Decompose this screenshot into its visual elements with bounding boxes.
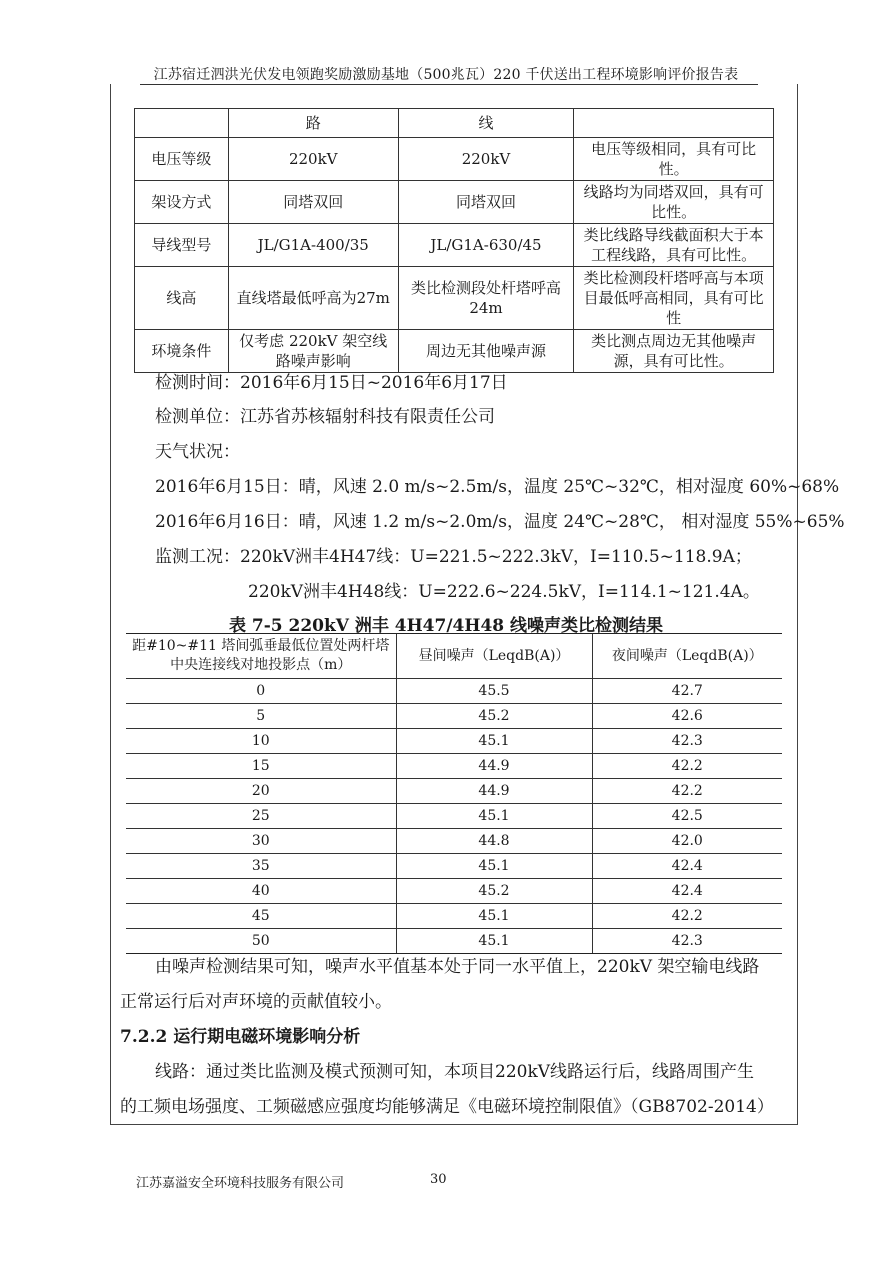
- cell-night-noise: 42.2: [592, 904, 782, 929]
- cell-distance: 25: [126, 804, 396, 829]
- table-row: [126, 854, 782, 879]
- cell-distance: 45: [126, 904, 396, 929]
- conclusion-line-2: 正常运行后对声环境的贡献值较小。: [120, 992, 392, 1012]
- cell-day-noise: 44.9: [396, 754, 592, 779]
- results-table-caption: 表 7-5 220kV 洲丰 4H47/4H48 线噪声类比检测结果: [228, 616, 664, 636]
- cell-night-noise: 42.3: [592, 929, 782, 954]
- cell-day-noise: 45.2: [396, 704, 592, 729]
- weather-label: 天气状况：: [155, 442, 240, 462]
- cell-distance: 40: [126, 879, 396, 904]
- table-row: [126, 729, 782, 754]
- cell-night-noise: 42.4: [592, 879, 782, 904]
- table-row: [126, 754, 782, 779]
- table-row: [126, 829, 782, 854]
- cell-day-noise: 45.2: [396, 879, 592, 904]
- cell-night-noise: 42.7: [592, 679, 782, 704]
- header-night-noise: 夜间噪声（LeqdB(A)）: [592, 634, 782, 679]
- cell-distance: 10: [126, 729, 396, 754]
- cell-distance: 5: [126, 704, 396, 729]
- page-header-title: 江苏宿迁泗洪光伏发电领跑奖励激励基地（500兆瓦）220 千伏送出工程环境影响评价报告表: [153, 67, 739, 83]
- cell-night-noise: 42.5: [592, 804, 782, 829]
- cell-parameter: 环境条件: [135, 330, 229, 373]
- conclusion-line-1: 由噪声检测结果可知，噪声水平值基本处于同一水平值上，220kV 架空输电线路: [155, 957, 760, 977]
- cell-this-project: 路: [228, 109, 398, 138]
- cell-night-noise: 42.2: [592, 779, 782, 804]
- cell-day-noise: 45.1: [396, 804, 592, 829]
- cell-day-noise: 45.1: [396, 729, 592, 754]
- cell-comparability: 类比线路导线截面积大于本工程线路，具有可比性。: [574, 224, 774, 267]
- cell-this-project: JL/G1A-400/35: [228, 224, 398, 267]
- cell-parameter: 架设方式: [135, 181, 229, 224]
- cell-distance: 30: [126, 829, 396, 854]
- cell-day-noise: 44.9: [396, 779, 592, 804]
- cell-distance: 0: [126, 679, 396, 704]
- cell-this-project: 220kV: [228, 138, 398, 181]
- cell-analog-line: 线: [398, 109, 574, 138]
- comparison-row: [135, 267, 774, 330]
- table-row: [126, 779, 782, 804]
- comparison-table: [134, 108, 774, 373]
- section-heading: 7.2.2 运行期电磁环境影响分析: [120, 1027, 361, 1047]
- cell-comparability: 类比测点周边无其他噪声源，具有可比性。: [574, 330, 774, 373]
- comparison-row: [135, 109, 774, 138]
- comparison-row: [135, 181, 774, 224]
- cell-comparability: 类比检测段杆塔呼高与本项目最低呼高相同，具有可比性: [574, 267, 774, 330]
- cell-night-noise: 42.6: [592, 704, 782, 729]
- table-row: [126, 904, 782, 929]
- cell-comparability: 线路均为同塔双回，具有可比性。: [574, 181, 774, 224]
- page-number: 30: [430, 1172, 447, 1187]
- section-line-1: 线路：通过类比监测及模式预测可知，本项目220kV线路运行后，线路周围产生: [155, 1062, 755, 1082]
- table-row: [126, 929, 782, 954]
- cell-night-noise: 42.0: [592, 829, 782, 854]
- table-row: [126, 704, 782, 729]
- cell-parameter: [135, 109, 229, 138]
- cell-day-noise: 45.1: [396, 929, 592, 954]
- weather-june-15: 2016年6月15日：晴，风速 2.0 m/s~2.5m/s，温度 25℃~32℃，相对湿度 60%~68%: [155, 477, 840, 497]
- weather-june-16: 2016年6月16日：晴，风速 1.2 m/s~2.0m/s，温度 24℃~28℃， 相对湿度 55%~65%: [155, 512, 845, 532]
- cell-day-noise: 45.5: [396, 679, 592, 704]
- cell-this-project: 直线塔最低呼高为27m: [228, 267, 398, 330]
- footer-company: 江苏嘉溢安全环境科技服务有限公司: [136, 1176, 345, 1191]
- comparison-row: [135, 330, 774, 373]
- cell-analog-line: JL/G1A-630/45: [398, 224, 574, 267]
- cell-distance: 15: [126, 754, 396, 779]
- cell-parameter: 导线型号: [135, 224, 229, 267]
- cell-night-noise: 42.4: [592, 854, 782, 879]
- cell-distance: 20: [126, 779, 396, 804]
- table-row: [126, 679, 782, 704]
- cell-this-project: 仅考虑 220kV 架空线路噪声影响: [228, 330, 398, 373]
- cell-analog-line: 类比检测段处杆塔呼高24m: [398, 267, 574, 330]
- cell-night-noise: 42.2: [592, 754, 782, 779]
- operating-conditions-4h48: 220kV洲丰4H48线：U=222.6~224.5kV，I=114.1~121.4A。: [248, 582, 760, 602]
- comparison-row: [135, 224, 774, 267]
- operating-conditions-4h47: 监测工况：220kV洲丰4H47线：U=221.5~222.3kV，I=110.5~118.9A；: [155, 547, 752, 567]
- section-line-2: 的工频电场强度、工频磁感应强度均能够满足《电磁环境控制限值》（GB8702-2014）: [120, 1097, 774, 1117]
- cell-day-noise: 45.1: [396, 904, 592, 929]
- cell-distance: 50: [126, 929, 396, 954]
- cell-distance: 35: [126, 854, 396, 879]
- header-distance: 距#10~#11 塔间弧垂最低位置处两杆塔中央连接线对地投影点（m）: [126, 634, 396, 679]
- cell-analog-line: 220kV: [398, 138, 574, 181]
- cell-analog-line: 同塔双回: [398, 181, 574, 224]
- cell-night-noise: 42.3: [592, 729, 782, 754]
- cell-comparability: [574, 109, 774, 138]
- detection-unit: 检测单位：江苏省苏核辐射科技有限责任公司: [155, 407, 495, 427]
- detection-time: 检测时间：2016年6月15日~2016年6月17日: [155, 373, 508, 393]
- cell-parameter: 线高: [135, 267, 229, 330]
- cell-parameter: 电压等级: [135, 138, 229, 181]
- cell-day-noise: 45.1: [396, 854, 592, 879]
- comparison-row: [135, 138, 774, 181]
- header-day-noise: 昼间噪声（LeqdB(A)）: [396, 634, 592, 679]
- noise-results-table: [126, 633, 782, 954]
- cell-analog-line: 周边无其他噪声源: [398, 330, 574, 373]
- cell-day-noise: 44.8: [396, 829, 592, 854]
- table-row: [126, 879, 782, 904]
- table-row: [126, 804, 782, 829]
- cell-this-project: 同塔双回: [228, 181, 398, 224]
- cell-comparability: 电压等级相同，具有可比性。: [574, 138, 774, 181]
